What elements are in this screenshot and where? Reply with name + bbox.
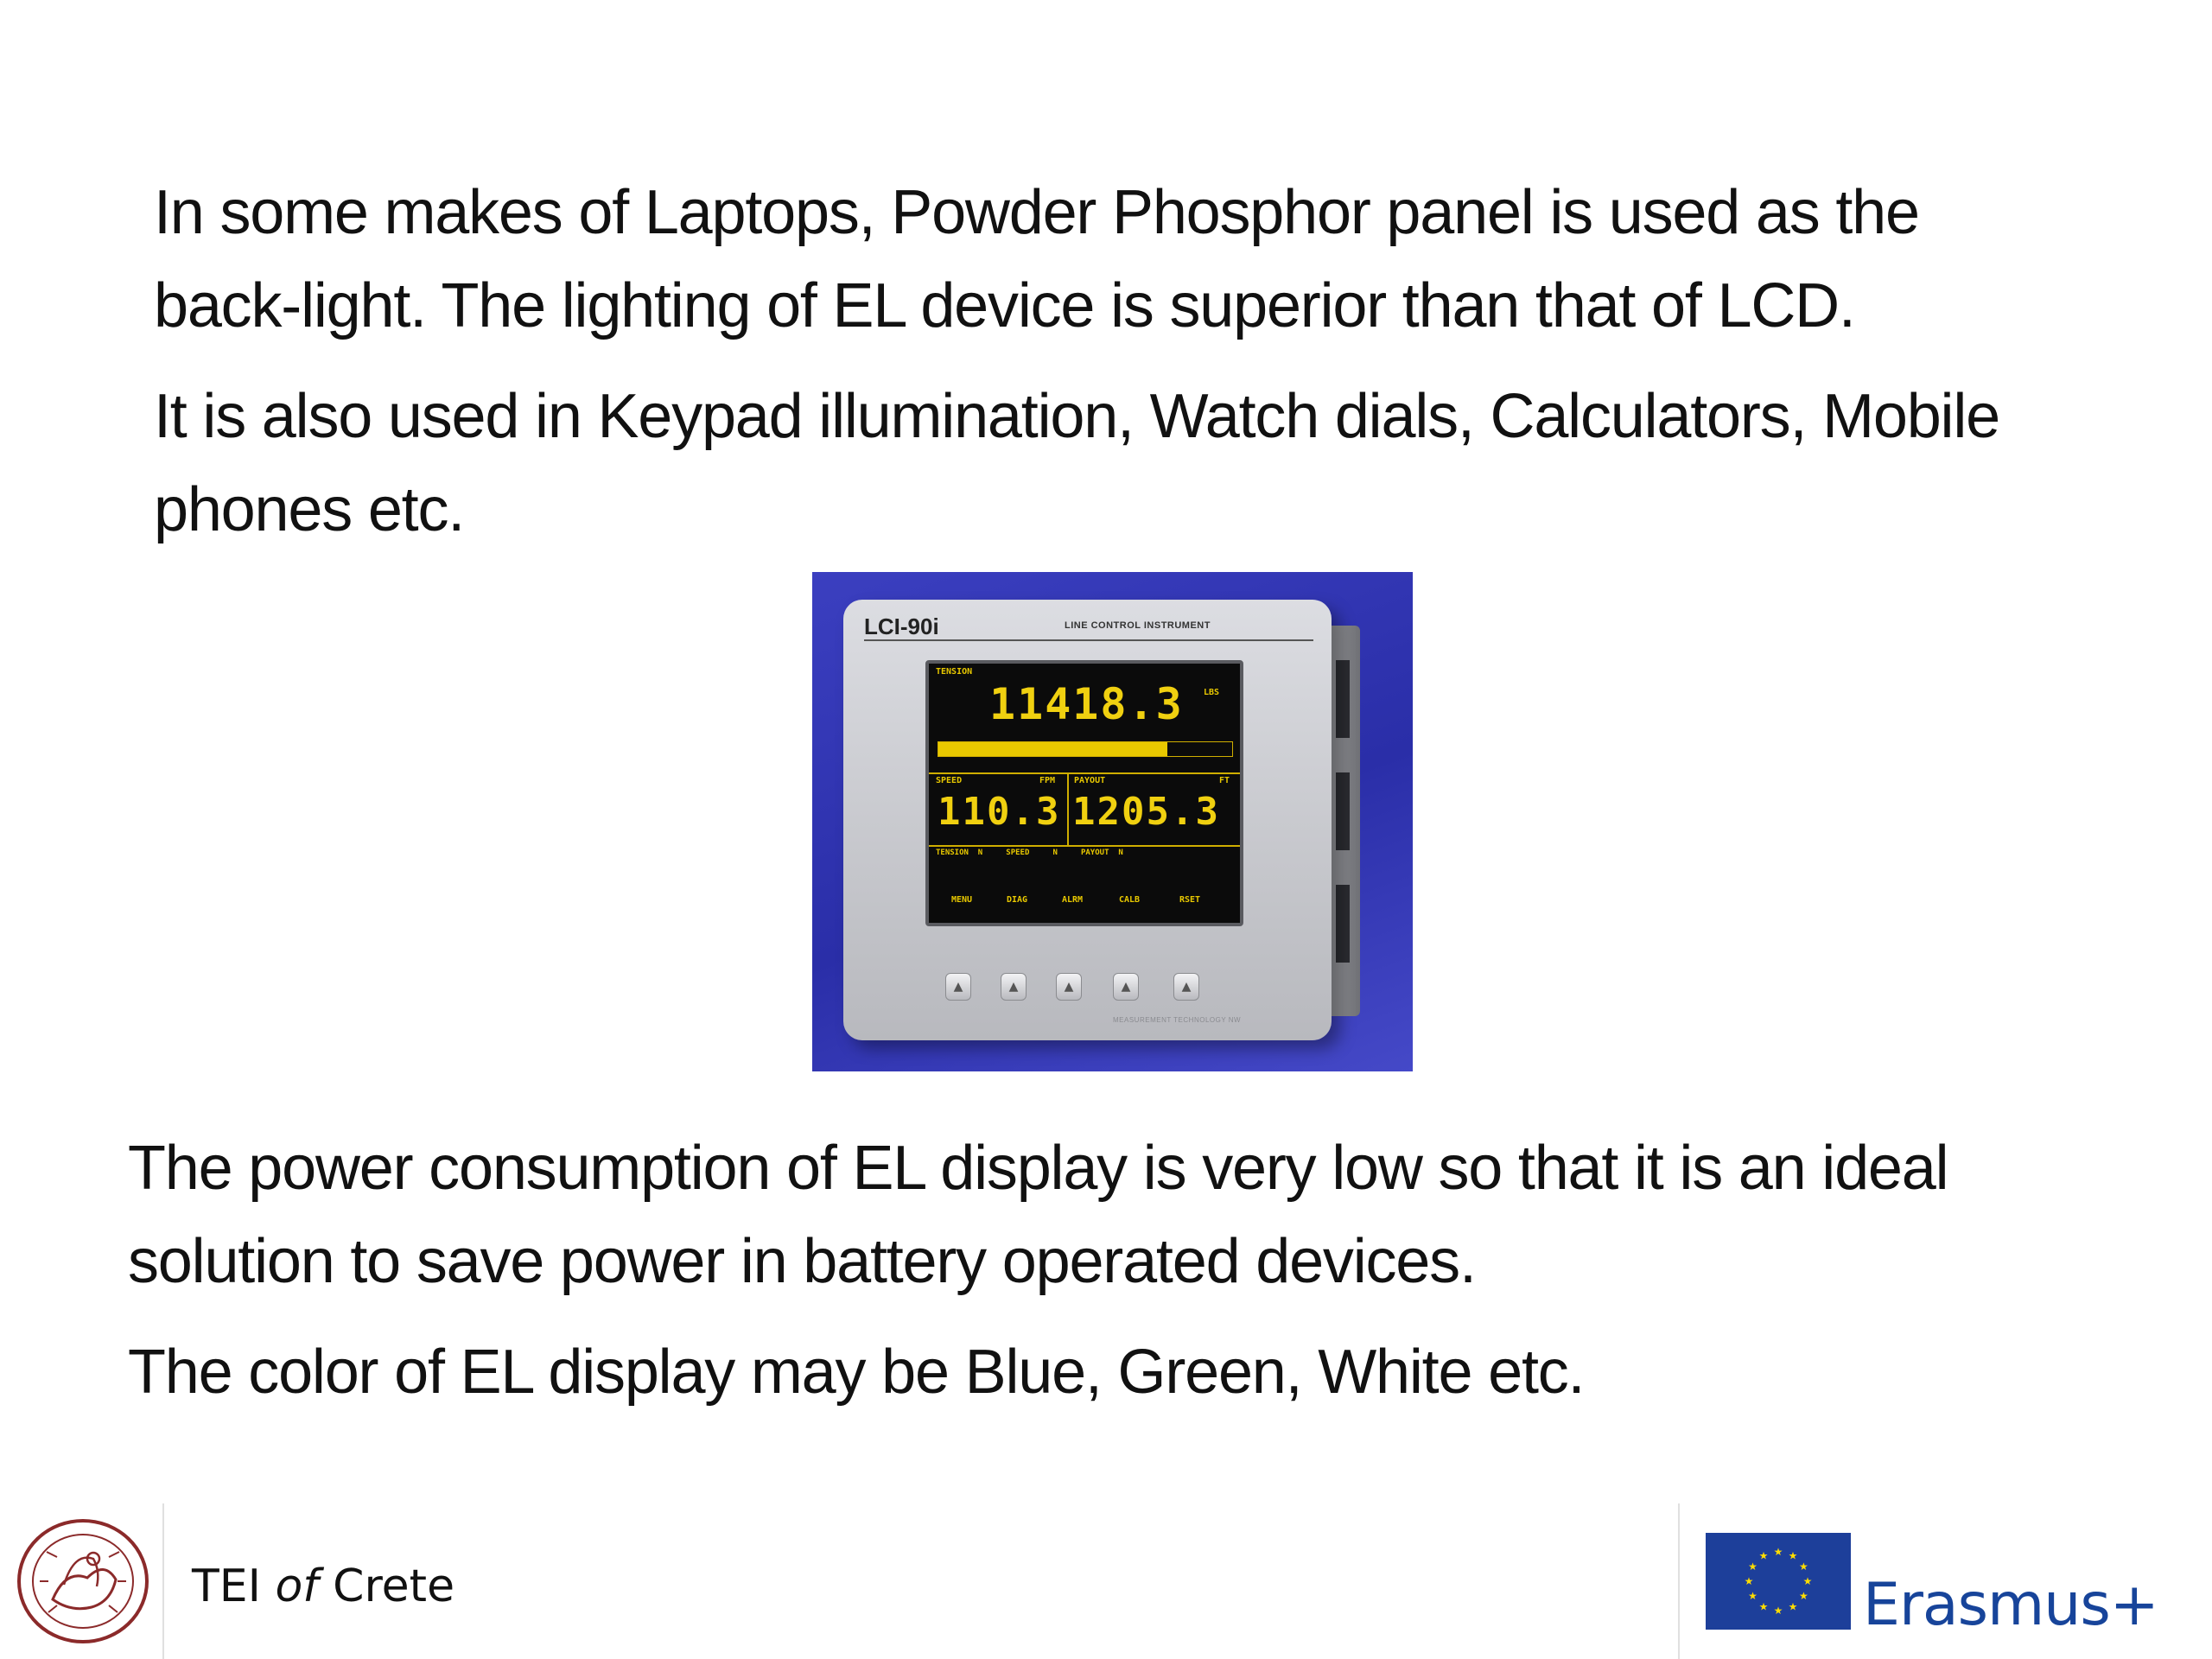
paragraph-power-consumption [128, 1122, 1948, 1308]
payout-label: PAYOUT [1074, 776, 1106, 785]
eu-flag-icon [1706, 1533, 1851, 1630]
el-display-instrument-photo [812, 572, 1413, 1071]
eu-star-icon: ★ [1802, 1575, 1813, 1587]
footer-divider [1678, 1503, 1680, 1659]
softkey-label: RSET [1179, 895, 1201, 905]
vent-slot [1336, 660, 1350, 738]
screen-divider [929, 772, 1240, 774]
institution-suffix: Crete [318, 1560, 455, 1612]
eu-star-icon: ★ [1748, 1590, 1758, 1602]
eu-star-icon: ★ [1788, 1600, 1798, 1613]
screen-divider [1067, 772, 1069, 845]
device-side-panel [1327, 626, 1360, 1016]
institution-prefix: TEI [192, 1560, 276, 1612]
text-line: The power consumption of EL display is very low so that it is an ideal [128, 1134, 1948, 1203]
softkey-label: MENU [951, 895, 973, 905]
model-label: LCI-90i [864, 613, 939, 639]
payout-value: 1205.3 [1072, 790, 1220, 834]
tension-unit: LBS [1204, 688, 1220, 697]
eu-star-icon: ★ [1773, 1546, 1783, 1558]
softkey-label: ALRM [1062, 895, 1084, 905]
paragraph-other-uses [154, 370, 1999, 556]
tei-crete-seal-logo [14, 1517, 152, 1645]
instrument-label: LINE CONTROL INSTRUMENT [1065, 620, 1211, 631]
text-line: In some makes of Laptops, Powder Phosphor panel is used as the [154, 178, 1919, 247]
eu-star-icon: ★ [1744, 1575, 1754, 1587]
text-line: The color of EL display may be Blue, Green, White etc. [128, 1338, 1585, 1407]
payout-unit: FT [1219, 776, 1230, 785]
erasmus-plus-logo-text: Erasmus+ [1863, 1571, 2158, 1639]
softkey-button: ▲ [1001, 973, 1027, 1001]
text-line: phones etc. [154, 475, 465, 544]
screen-divider [929, 845, 1240, 847]
speed-value: 110.3 [938, 790, 1061, 834]
eu-star-icon: ★ [1758, 1600, 1769, 1613]
softkey-button: ▲ [1173, 973, 1199, 1001]
vent-slot [1336, 772, 1350, 850]
maker-label: MEASUREMENT TECHNOLOGY NW [1113, 1016, 1242, 1024]
eu-star-icon: ★ [1799, 1590, 1808, 1602]
eu-star-icon: ★ [1748, 1560, 1758, 1573]
vent-slot [1336, 885, 1350, 963]
instrument-front-panel [843, 600, 1332, 1040]
softkey-button: ▲ [1056, 973, 1082, 1001]
softkey-button: ▲ [1113, 973, 1139, 1001]
text-line: solution to save power in battery operated devices. [128, 1227, 1476, 1296]
eu-star-icon: ★ [1799, 1560, 1808, 1573]
el-screen [925, 660, 1243, 926]
eu-star-icon: ★ [1788, 1549, 1798, 1562]
footer-divider [162, 1503, 164, 1659]
paragraph-laptop-backlight [154, 166, 1919, 353]
label-divider [864, 639, 1313, 641]
speed-unit: FPM [1039, 776, 1056, 785]
tension-label: TENSION [936, 667, 973, 677]
eu-star-icon: ★ [1773, 1605, 1783, 1617]
institution-italic: of [275, 1560, 319, 1612]
softkey-label: CALB [1119, 895, 1141, 905]
softkey-label: DIAG [1007, 895, 1028, 905]
paragraph-display-colors [128, 1325, 1584, 1419]
tension-bar-fill [938, 742, 1167, 756]
softkey-button: ▲ [945, 973, 971, 1001]
eu-star-icon: ★ [1758, 1549, 1769, 1562]
tension-value: 11418.3 [989, 679, 1184, 729]
institution-name [192, 1560, 454, 1612]
status-row: TENSION N SPEED N PAYOUT N [936, 849, 1123, 857]
tension-bar [938, 741, 1233, 757]
text-line: It is also used in Keypad illumination, Watch dials, Calculators, Mobile [154, 382, 1999, 451]
speed-label: SPEED [936, 776, 963, 785]
text-line: back-light. The lighting of EL device is superior than that of LCD. [154, 271, 1855, 340]
